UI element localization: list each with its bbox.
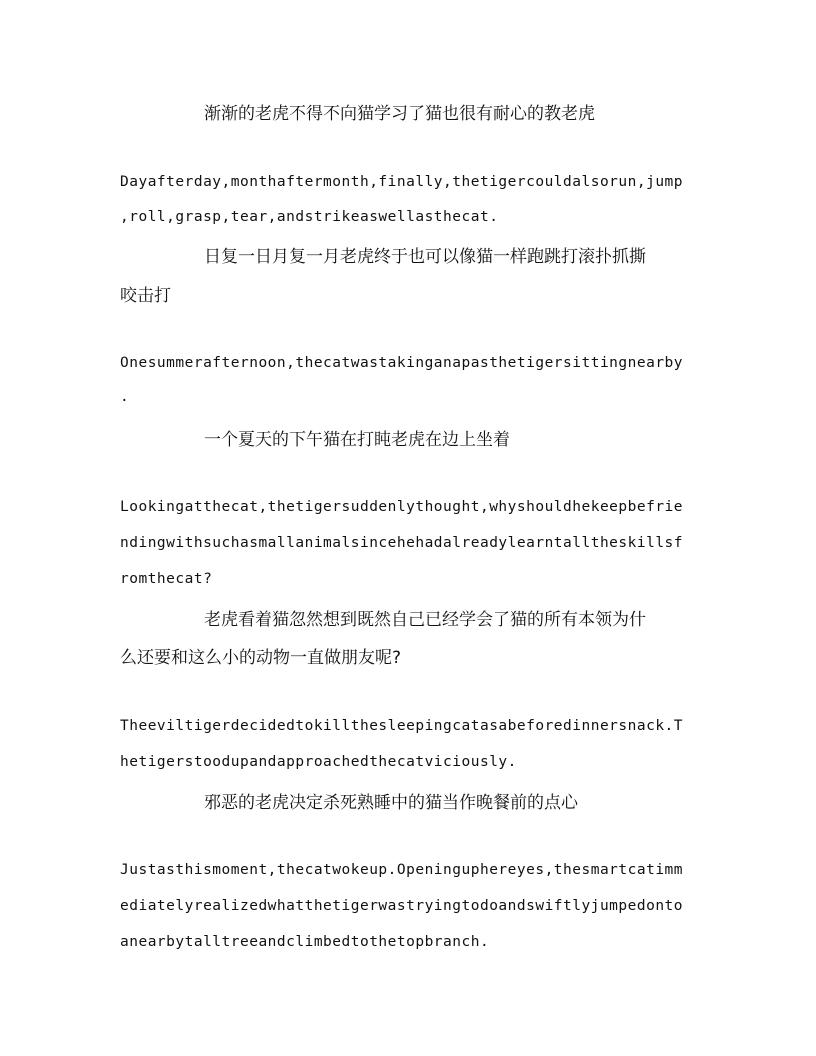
english-text-line: anearbytalltreeandclimbedtothetopbranch. [120,934,490,950]
english-text-line: . [120,389,130,405]
english-text-line: ,roll,grasp,tear,andstrikeaswellasthecat. [120,209,499,225]
chinese-text-line: 邪恶的老虎决定杀死熟睡中的猫当作晚餐前的点心 [204,793,578,813]
english-text-line: Justasthismoment,thecatwokeup.Openinguphereyes,thesmartcatimm [120,862,684,878]
english-text-line: Theeviltigerdecidedtokillthesleepingcatasabeforedinnersnack.T [120,718,684,734]
english-text-line: ediatelyrealizedwhatthetigerwastryingtodoandswiftlyjumpedonto [120,898,684,914]
english-text-line: Lookingatthecat,thetigersuddenlythought,whyshouldhekeepbefrie [120,499,684,515]
chinese-text-line: 么还要和这么小的动物一直做朋友呢? [120,648,402,668]
english-text-line: romthecat? [120,571,213,587]
chinese-text-line: 咬击打 [120,286,171,306]
english-text-line: ndingwithsuchasmallanimalsincehehadalreadylearntalltheskillsf [120,535,684,551]
chinese-text-line: 渐渐的老虎不得不向猫学习了猫也很有耐心的教老虎 [204,104,595,124]
english-text-line: Dayafterday,monthaftermonth,finally,thetigercouldalsorun,jump [120,174,684,190]
english-text-line: Onesummerafternoon,thecatwastakinganapasthetigersittingnearby [120,355,684,371]
chinese-text-line: 日复一日月复一月老虎终于也可以像猫一样跑跳打滚扑抓撕 [204,247,646,267]
chinese-text-line: 一个夏天的下午猫在打盹老虎在边上坐着 [204,430,510,450]
english-text-line: hetigerstoodupandapproachedthecatviciously. [120,754,517,770]
chinese-text-line: 老虎看着猫忽然想到既然自己已经学会了猫的所有本领为什 [204,610,646,630]
